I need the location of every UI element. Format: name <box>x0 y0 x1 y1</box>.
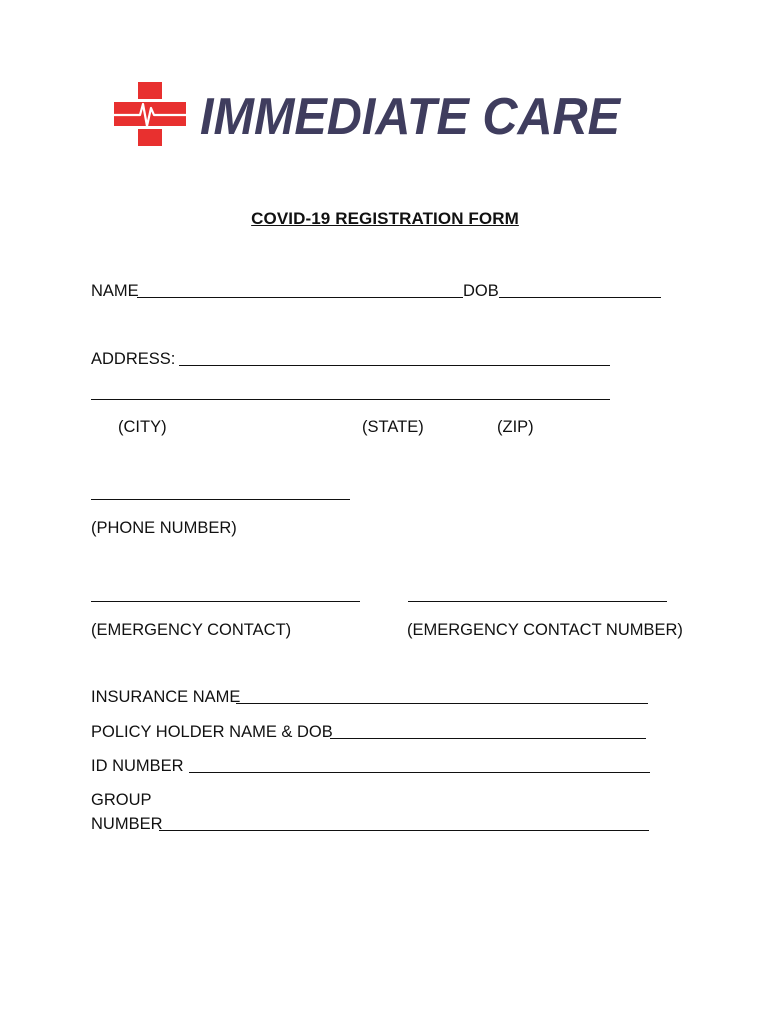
phone-number-label: (PHONE NUMBER) <box>91 519 237 537</box>
id-number-label: ID NUMBER <box>91 757 184 775</box>
city-label: (CITY) <box>118 418 167 436</box>
form-title: COVID-19 REGISTRATION FORM <box>251 209 519 228</box>
address-label: ADDRESS: <box>91 350 176 368</box>
emergency-contact-label: (EMERGENCY CONTACT) <box>91 621 292 639</box>
dob-label: DOB <box>463 282 499 300</box>
insurance-name-label: INSURANCE NAME <box>91 688 241 706</box>
group-label-line2: NUMBER <box>91 815 163 833</box>
logo-wordmark: IMMEDIATE CARE <box>200 88 622 146</box>
medical-cross-icon <box>114 82 186 146</box>
group-label-line1: GROUP <box>91 791 152 809</box>
name-field[interactable] <box>137 297 463 298</box>
name-label: NAME <box>91 282 139 300</box>
state-label: (STATE) <box>362 418 424 436</box>
emergency-contact-field[interactable] <box>91 601 360 602</box>
emergency-contact-number-field[interactable] <box>408 601 667 602</box>
address-line-2-field[interactable] <box>91 399 610 400</box>
insurance-name-field[interactable] <box>236 703 648 704</box>
address-field[interactable] <box>179 365 610 366</box>
phone-number-field[interactable] <box>91 499 350 500</box>
id-number-field[interactable] <box>189 772 650 773</box>
policy-holder-field[interactable] <box>330 738 646 739</box>
immediate-care-logo <box>112 80 632 148</box>
zip-label: (ZIP) <box>497 418 534 436</box>
group-number-field[interactable] <box>159 830 649 831</box>
dob-field[interactable] <box>499 297 661 298</box>
emergency-contact-number-label: (EMERGENCY CONTACT NUMBER) <box>407 621 683 639</box>
policy-holder-label: POLICY HOLDER NAME & DOB <box>91 723 333 741</box>
